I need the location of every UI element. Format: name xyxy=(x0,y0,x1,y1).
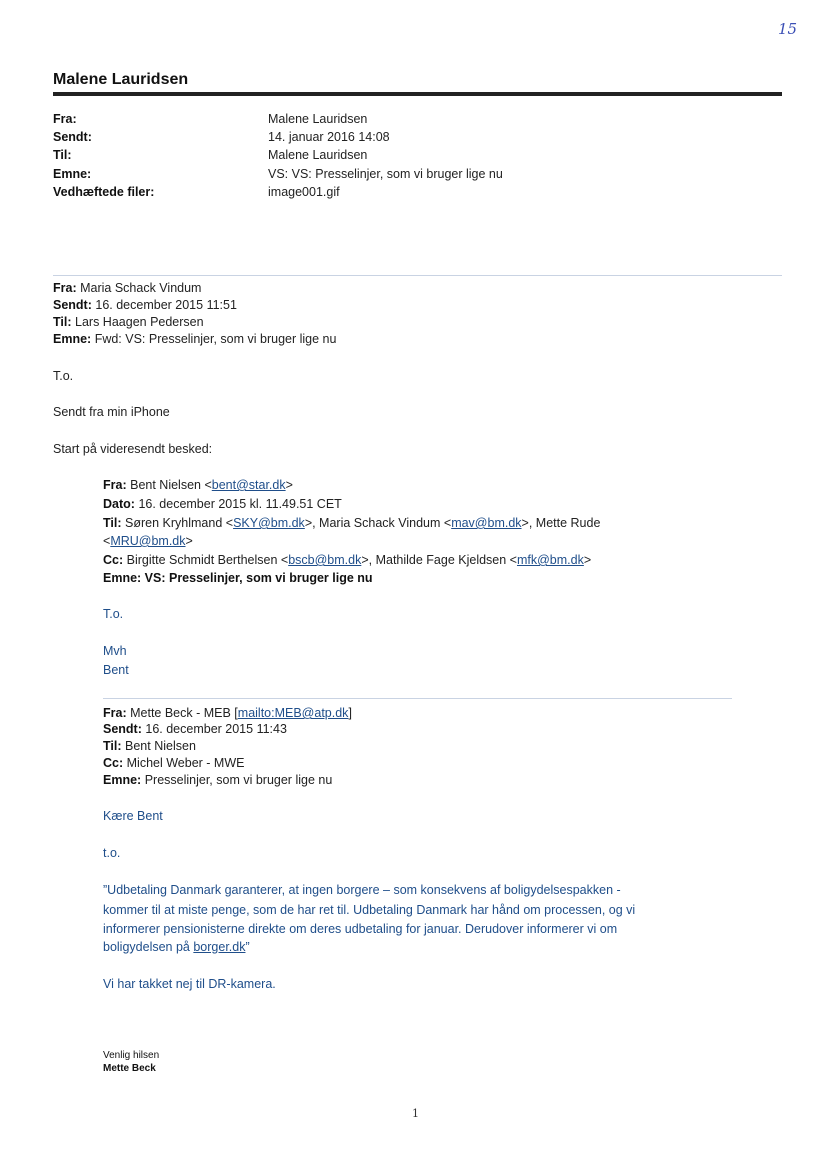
press-quote-line-4: boligydelsen på borger.dk” xyxy=(103,940,250,954)
header-label-attachments: Vedhæftede filer: xyxy=(53,185,155,199)
email-link-bscb[interactable]: bscb@bm.dk xyxy=(288,553,362,567)
header-value-attachment[interactable]: image001.gif xyxy=(268,185,340,199)
fwd1-sent-line: Sendt: 16. december 2015 11:51 xyxy=(53,298,237,312)
fwd2-body-regards: Mvh xyxy=(103,644,127,658)
forward-divider xyxy=(53,275,782,276)
header-label-sent: Sendt: xyxy=(53,130,92,144)
email-link-mru[interactable]: MRU@bm.dk xyxy=(110,534,186,548)
fwd1-body-forwarded: Start på videresendt besked: xyxy=(53,442,213,456)
fwd2-body-name: Bent xyxy=(103,663,129,677)
orig-to-line: Til: Bent Nielsen xyxy=(103,739,196,753)
page-title: Malene Lauridsen xyxy=(53,71,189,88)
header-value-subject: VS: VS: Presselinjer, som vi bruger lige nu xyxy=(268,167,503,181)
fwd2-date-line: Dato: 16. december 2015 kl. 11.49.51 CET xyxy=(103,497,342,511)
email-link-mav[interactable]: mav@bm.dk xyxy=(451,516,522,530)
orig-sent-line: Sendt: 16. december 2015 11:43 xyxy=(103,722,287,736)
original-message-divider xyxy=(103,698,732,699)
press-quote-line-2: kommer til at miste penge, som de har ret til. Udbetaling Danmark har hånd om processen, og vi xyxy=(103,903,636,917)
fwd1-to-line: Til: Lars Haagen Pedersen xyxy=(53,315,204,329)
fwd1-subject-line: Emne: Fwd: VS: Presselinjer, som vi bruger lige nu xyxy=(53,332,337,346)
handwritten-page-annotation: 15 xyxy=(778,20,798,38)
page-number: 1 xyxy=(412,1107,419,1120)
email-link-sky[interactable]: SKY@bm.dk xyxy=(233,516,305,530)
press-quote-line-1: ”Udbetaling Danmark garanterer, at ingen borgere – som konsekvens af boligydelsespakken - xyxy=(103,883,621,897)
title-divider xyxy=(53,92,782,96)
orig-greeting: Kære Bent xyxy=(103,809,163,823)
borger-dk-link[interactable]: borger.dk xyxy=(193,940,246,954)
orig-from-line: Fra: Mette Beck - MEB [mailto:MEB@atp.dk] xyxy=(103,706,352,720)
email-link-mfk[interactable]: mfk@bm.dk xyxy=(516,553,584,567)
fwd1-body-to: T.o. xyxy=(53,369,74,383)
fwd1-from-line: Fra: Maria Schack Vindum xyxy=(53,281,202,295)
fwd2-to-line: Til: Søren Kryhlmand <SKY@bm.dk>, Maria Schack Vindum <mav@bm.dk>, Mette Rude xyxy=(103,516,601,530)
fwd2-from-line: Fra: Bent Nielsen <bent@star.dk> xyxy=(103,478,293,492)
orig-to-note: t.o. xyxy=(103,846,121,860)
fwd2-to-line-2: <MRU@bm.dk> xyxy=(103,534,193,548)
orig-cc-line: Cc: Michel Weber - MWE xyxy=(103,756,245,770)
header-value-from: Malene Lauridsen xyxy=(268,112,368,126)
fwd2-body-to: T.o. xyxy=(103,607,124,621)
header-value-sent: 14. januar 2016 14:08 xyxy=(268,130,390,144)
header-label-from: Fra: xyxy=(53,112,77,126)
mailto-link-meb[interactable]: mailto:MEB@atp.dk xyxy=(237,706,349,720)
press-quote-line-3: informerer pensionisterne direkte om deres udbetaling for januar. Derudover informerer vi om xyxy=(103,922,618,936)
orig-decline-note: Vi har takket nej til DR-kamera. xyxy=(103,977,276,991)
fwd1-body-iphone: Sendt fra min iPhone xyxy=(53,405,170,419)
email-link-bent[interactable]: bent@star.dk xyxy=(211,478,286,492)
header-label-subject: Emne: xyxy=(53,167,92,181)
orig-subject-line: Emne: Presselinjer, som vi bruger lige nu xyxy=(103,773,333,787)
fwd2-subject-line: Emne: VS: Presselinjer, som vi bruger lige nu xyxy=(103,571,373,585)
fwd2-cc-line: Cc: Birgitte Schmidt Berthelsen <bscb@bm.dk>, Mathilde Fage Kjeldsen <mfk@bm.dk> xyxy=(103,553,592,567)
signature-name: Mette Beck xyxy=(103,1063,156,1074)
header-label-to: Til: xyxy=(53,148,72,162)
header-value-to: Malene Lauridsen xyxy=(268,148,368,162)
signature-greeting: Venlig hilsen xyxy=(103,1050,160,1061)
